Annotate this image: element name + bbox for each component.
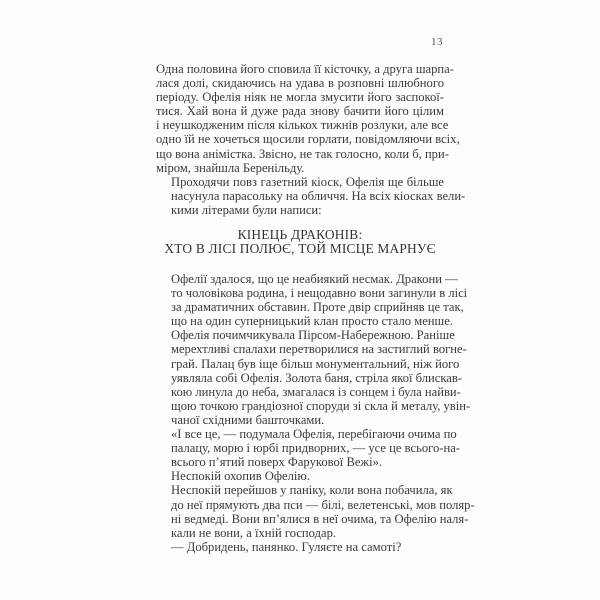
paragraph — [156, 483, 475, 540]
headline-line-2: ХТО В ЛІСІ ПОЛЮЄ, ТОЙ МІСЦЕ МАРНУЄ — [164, 241, 436, 257]
page-number: 13 — [431, 36, 443, 48]
text-line: Проходячи повз газетний кіоск, Офелія ще більше — [171, 174, 444, 189]
text-line: тися. Хай вона й дуже рада знову бачити його цілим — [156, 104, 444, 119]
headline-line-1: КІНЕЦЬ ДРАКОНІВ: — [237, 227, 363, 242]
paragraph — [156, 540, 444, 554]
text-line: «І все це, — подумала Офелія, перебігаючи очима по — [171, 427, 457, 442]
text-line: уявляла собі Офелія. Золота баня, стріла якої блискав- — [171, 370, 463, 385]
text-line: що вона анімістка. Звісно, не так голосно, коли б, при- — [156, 146, 449, 161]
text-line: Офелія почимчикувала Пірсом-Набережною. Раніше — [171, 328, 455, 343]
text-line: кою линула до неба, змагалася із сонцем і була найви- — [171, 384, 461, 399]
paragraph — [156, 427, 460, 470]
text-line: і неушкодженим після кількох тижнів розлуки, але все — [156, 118, 449, 133]
text-line: мерехтливі спалахи перетворилися на застиглий вогне- — [171, 342, 467, 357]
text-line: ні ведмеді. Вони вп’ялися в неї очима, та Офелію наля- — [171, 511, 469, 526]
text-line: то чоловікова родина, і нещодавно вони загинули в лісі — [171, 286, 468, 301]
text-line: палацу, морю і юрбі придворних, — усе це всього-на- — [171, 441, 460, 456]
text-line: всього п’ятий поверх Фарукової Вежі». — [171, 455, 383, 470]
text-line: періоду. Офелія ніяк не могла змусити його заспокої- — [156, 90, 444, 105]
text-line: грай. Палац був іще більш монументальний, ніж його — [171, 356, 460, 371]
text-line: Неспокій перейшов у паніку, коли вона побачила, як — [171, 483, 453, 498]
text-line: кими літерами були написи: — [171, 202, 322, 217]
text-line: Неспокій охопив Офелію. — [171, 469, 310, 484]
paragraph — [156, 328, 471, 427]
text-line: за драматичних обставин. Проте двір сприйняв це так, — [171, 300, 464, 315]
paragraph — [156, 469, 444, 483]
text-line: до неї прямують два пси — білі, велетенські, мов поляр- — [171, 497, 475, 512]
text-line: Одна половина його сповила її кісточку, а друга шарпа- — [156, 62, 454, 76]
text-line: щою точкою грандіозної споруди зі скла й металу, увін- — [171, 398, 471, 413]
paragraph — [156, 62, 460, 175]
text-line: міром, знайшла Беренільду. — [156, 160, 305, 175]
text-line: — Добридень, панянко. Гуляєте на самоті? — [171, 539, 402, 554]
text-line: одно їй не хочеться щосили горлати, повідомляючи всіх, — [156, 132, 460, 147]
text-line: кали не вони, а їхній господар. — [171, 525, 337, 540]
text-line: чаної східними башточками. — [171, 412, 325, 427]
paragraph — [156, 272, 468, 329]
text-block-bottom — [156, 272, 475, 554]
text-line: Офелії здалося, що це неабиякий несмак. Дракони — — [171, 272, 458, 286]
text-line: лася долі, скидаючись на удава в розповні шлюбного — [156, 76, 444, 91]
paragraph — [156, 174, 466, 217]
text-line: насунула парасольку на обличчя. На всіх кіосках вели- — [171, 188, 466, 203]
text-line: що на один суперницький клан просто стало менше. — [171, 314, 453, 329]
newspaper-headline — [156, 228, 444, 256]
text-block-top — [156, 62, 466, 217]
